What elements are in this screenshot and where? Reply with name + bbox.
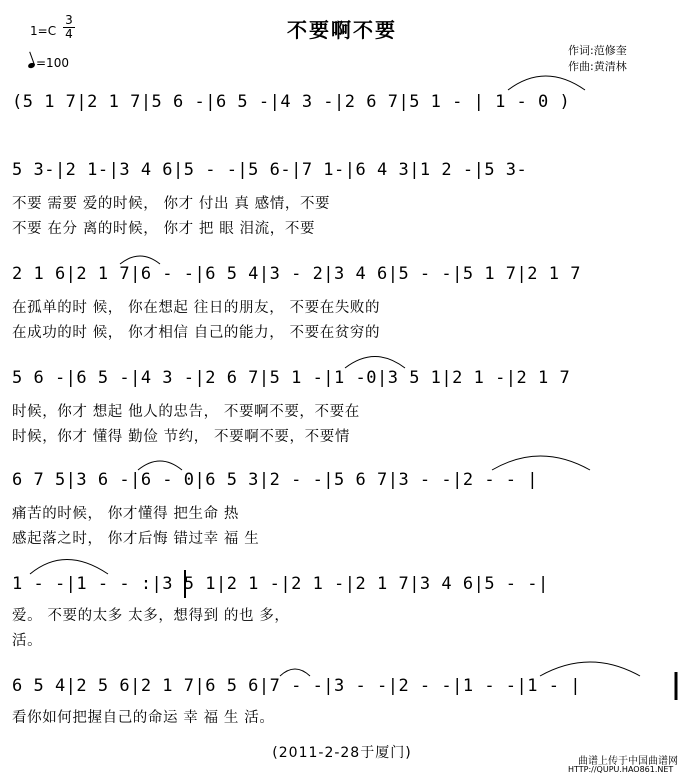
tempo-value: =100 <box>36 56 69 70</box>
lyric-line-5a: 痛苦的时候， 你才懂得 把生命 热 <box>12 506 240 522</box>
composition-date: (2011-2-28于厦门) <box>272 745 412 761</box>
slur-arc <box>540 662 640 676</box>
slur-arc <box>30 560 108 575</box>
slur-arc <box>508 76 585 90</box>
notation-row-5: 6 7 5|3 6 -|6 - 0|6 5 3|2 - -|5 6 7|3 - -|2 - - | <box>12 470 539 490</box>
lyric-line-3a: 在孤单的时 候， 你在想起 往日的朋友， 不要在失败的 <box>12 300 381 316</box>
notation-row-3: 2 1 6|2 1 7|6 - -|6 5 4|3 - 2|3 4 6|5 - -|5 1 7|2 1 7 <box>12 264 581 284</box>
notation-row-1: (5 1 7|2 1 7|5 6 -|6 5 -|4 3 -|2 6 7|5 1 - | 1 - 0 ) <box>12 92 571 112</box>
key-signature: 1=C <box>30 24 57 38</box>
lyric-line-3b: 在成功的时 候， 你才相信 自己的能力， 不要在贫穷的 <box>12 325 381 341</box>
notation-row-7: 6 5 4|2 5 6|2 1 7|6 5 6|7 - -|3 - -|2 - -|1 - -|1 - | <box>12 676 581 696</box>
slur-arc <box>492 456 590 470</box>
time-signature-bottom: 4 <box>65 27 73 41</box>
lyric-line-4a: 时候，你才 想起 他人的忠告， 不要啊不要，不要在 <box>12 404 360 420</box>
notation-row-6: 1 - -|1 - - :|3 5 1|2 1 -|2 1 -|2 1 7|3 4 6|5 - -| <box>12 574 549 594</box>
lyric-line-2a: 不要 需要 爱的时候， 你才 付出 真 感情，不要 <box>12 196 331 212</box>
song-title: 不要啊不要 <box>287 18 397 42</box>
slur-arc <box>280 669 310 676</box>
lyric-line-4b: 时候，你才 懂得 勤俭 节约， 不要啊不要，不要情 <box>12 429 350 445</box>
notation-row-2: 5 3-|2 1-|3 4 6|5 - -|5 6-|7 1-|6 4 3|1 2 -|5 3- <box>12 160 528 180</box>
slur-arc <box>345 357 405 369</box>
composer-credit: 作曲:黄清林 <box>568 60 627 73</box>
notation-row-4: 5 6 -|6 5 -|4 3 -|2 6 7|5 1 -|1 -0|3 5 1|2 1 -|2 1 7 <box>12 368 571 388</box>
site-url: HTTP://QUPU.HAO861.NET <box>568 765 674 774</box>
lyric-line-6a: 爱。 不要的太多 太多，想得到 的也 多， <box>12 608 290 624</box>
lyric-line-5b: 感起落之时， 你才后悔 错过幸 福 生 <box>12 531 260 547</box>
lyric-line-7: 看你如何把握自己的命运 幸 福 生 活。 <box>12 710 275 726</box>
lyric-line-6b: 活。 <box>12 633 43 649</box>
lyric-line-2b: 不要 在分 离的时候， 你才 把 眼 泪流，不要 <box>12 221 316 237</box>
slur-arc <box>138 461 182 470</box>
time-signature-top: 3 <box>65 13 73 27</box>
lyricist-credit: 作词:范修奎 <box>568 44 627 57</box>
slur-arc <box>120 256 160 264</box>
site-credit: 曲谱上传于中国曲谱网 <box>578 756 678 767</box>
